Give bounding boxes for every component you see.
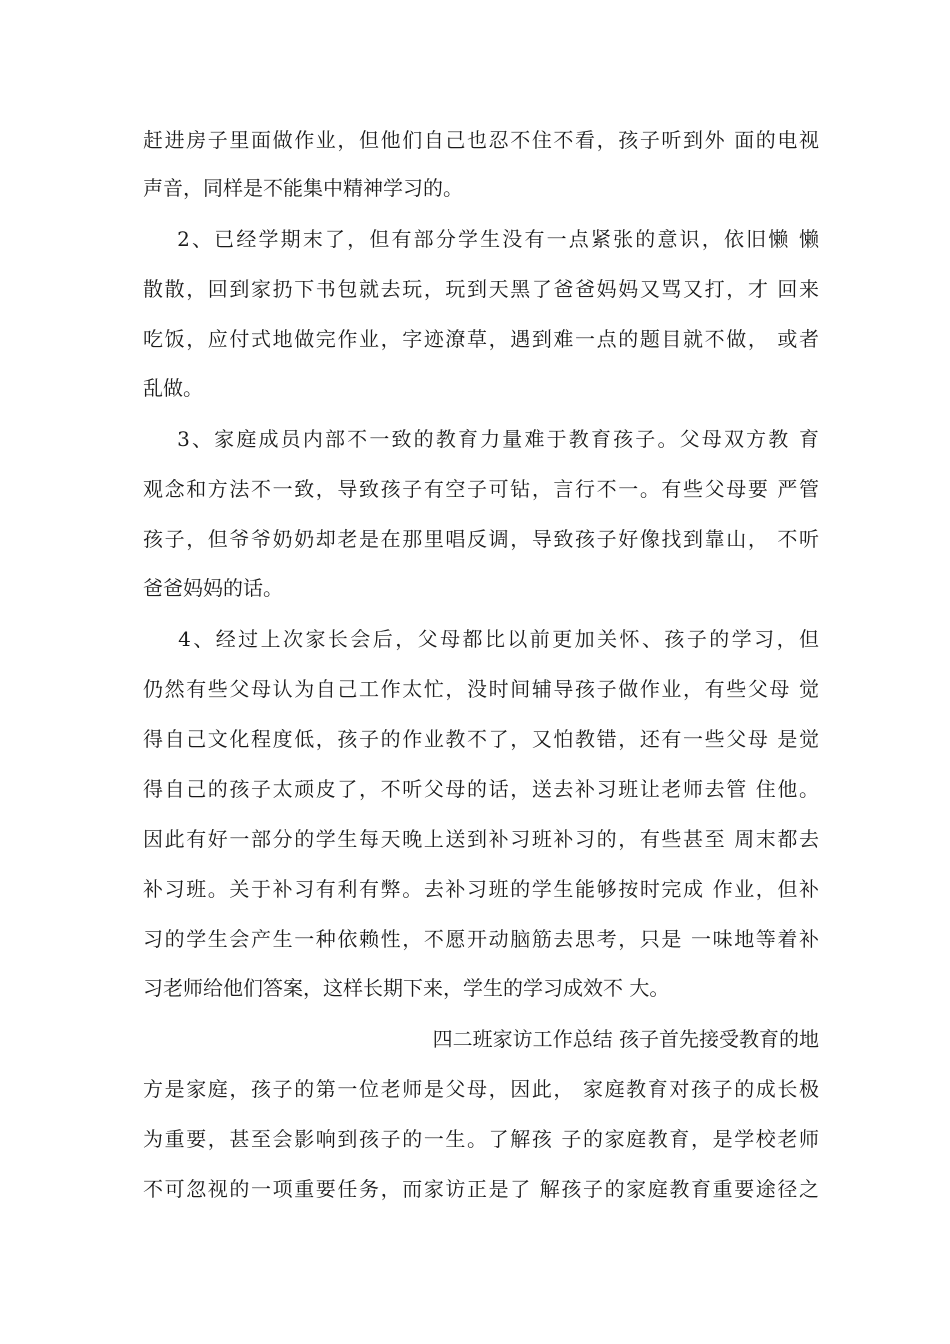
paragraph-4-line: 习老师给他们答案，这样长期下来，学生的学习成效不 大。	[143, 976, 670, 1000]
paragraph-3-line: 3、家庭成员内部不一致的教育力量难于教育孩子。父母双方教 育	[143, 427, 819, 451]
paragraph-3-line: 爸爸妈妈的话。	[143, 576, 283, 600]
paragraph-2-line: 散散，回到家扔下书包就去玩，玩到天黑了爸爸妈妈又骂又打，才 回来	[143, 277, 819, 301]
body-text-line: 声音，同样是不能集中精神学习的。	[143, 176, 463, 200]
paragraph-4-line: 4、经过上次家长会后，父母都比以前更加关怀、孩子的学习，但	[143, 627, 819, 651]
summary-paragraph-line: 不可忽视的一项重要任务，而家访正是了 解孩子的家庭教育重要途径之	[143, 1177, 819, 1201]
summary-paragraph-line: 方是家庭，孩子的第一位老师是父母，因此， 家庭教育对孩子的成长极	[143, 1077, 819, 1101]
paragraph-4-line: 习的学生会产生一种依赖性，不愿开动脑筋去思考，只是 一味地等着补	[143, 927, 819, 951]
paragraph-4-line: 因此有好一部分的学生每天晚上送到补习班补习的，有些甚至 周末都去	[143, 827, 819, 851]
paragraph-2-line: 2、已经学期末了，但有部分学生没有一点紧张的意识，依旧懒 懒	[143, 227, 819, 251]
paragraph-2-line: 乱做。	[143, 376, 203, 400]
paragraph-4-line: 得自己文化程度低，孩子的作业教不了，又怕教错，还有一些父母 是觉	[143, 727, 819, 751]
section-title-line: 四二班家访工作总结 孩子首先接受教育的地	[432, 1027, 819, 1051]
paragraph-3-line: 观念和方法不一致，导致孩子有空子可钻，言行不一。有些父母要 严管	[143, 477, 819, 501]
paragraph-4-line: 补习班。关于补习有利有弊。去补习班的学生能够按时完成 作业，但补	[143, 877, 819, 901]
paragraph-3-line: 孩子，但爷爷奶奶却老是在那里唱反调，导致孩子好像找到靠山， 不听	[143, 527, 819, 551]
paragraph-2-line: 吃饭，应付式地做完作业，字迹潦草，遇到难一点的题目就不做， 或者	[143, 327, 819, 351]
paragraph-4-line: 仍然有些父母认为自己工作太忙，没时间辅导孩子做作业，有些父母 觉	[143, 677, 819, 701]
paragraph-4-line: 得自己的孩子太顽皮了，不听父母的话，送去补习班让老师去管 住他。	[143, 777, 819, 801]
body-text-line: 赶进房子里面做作业，但他们自己也忍不住不看，孩子听到外 面的电视	[143, 128, 819, 152]
summary-paragraph-line: 为重要，甚至会影响到孩子的一生。了解孩 子的家庭教育，是学校老师	[143, 1127, 819, 1151]
